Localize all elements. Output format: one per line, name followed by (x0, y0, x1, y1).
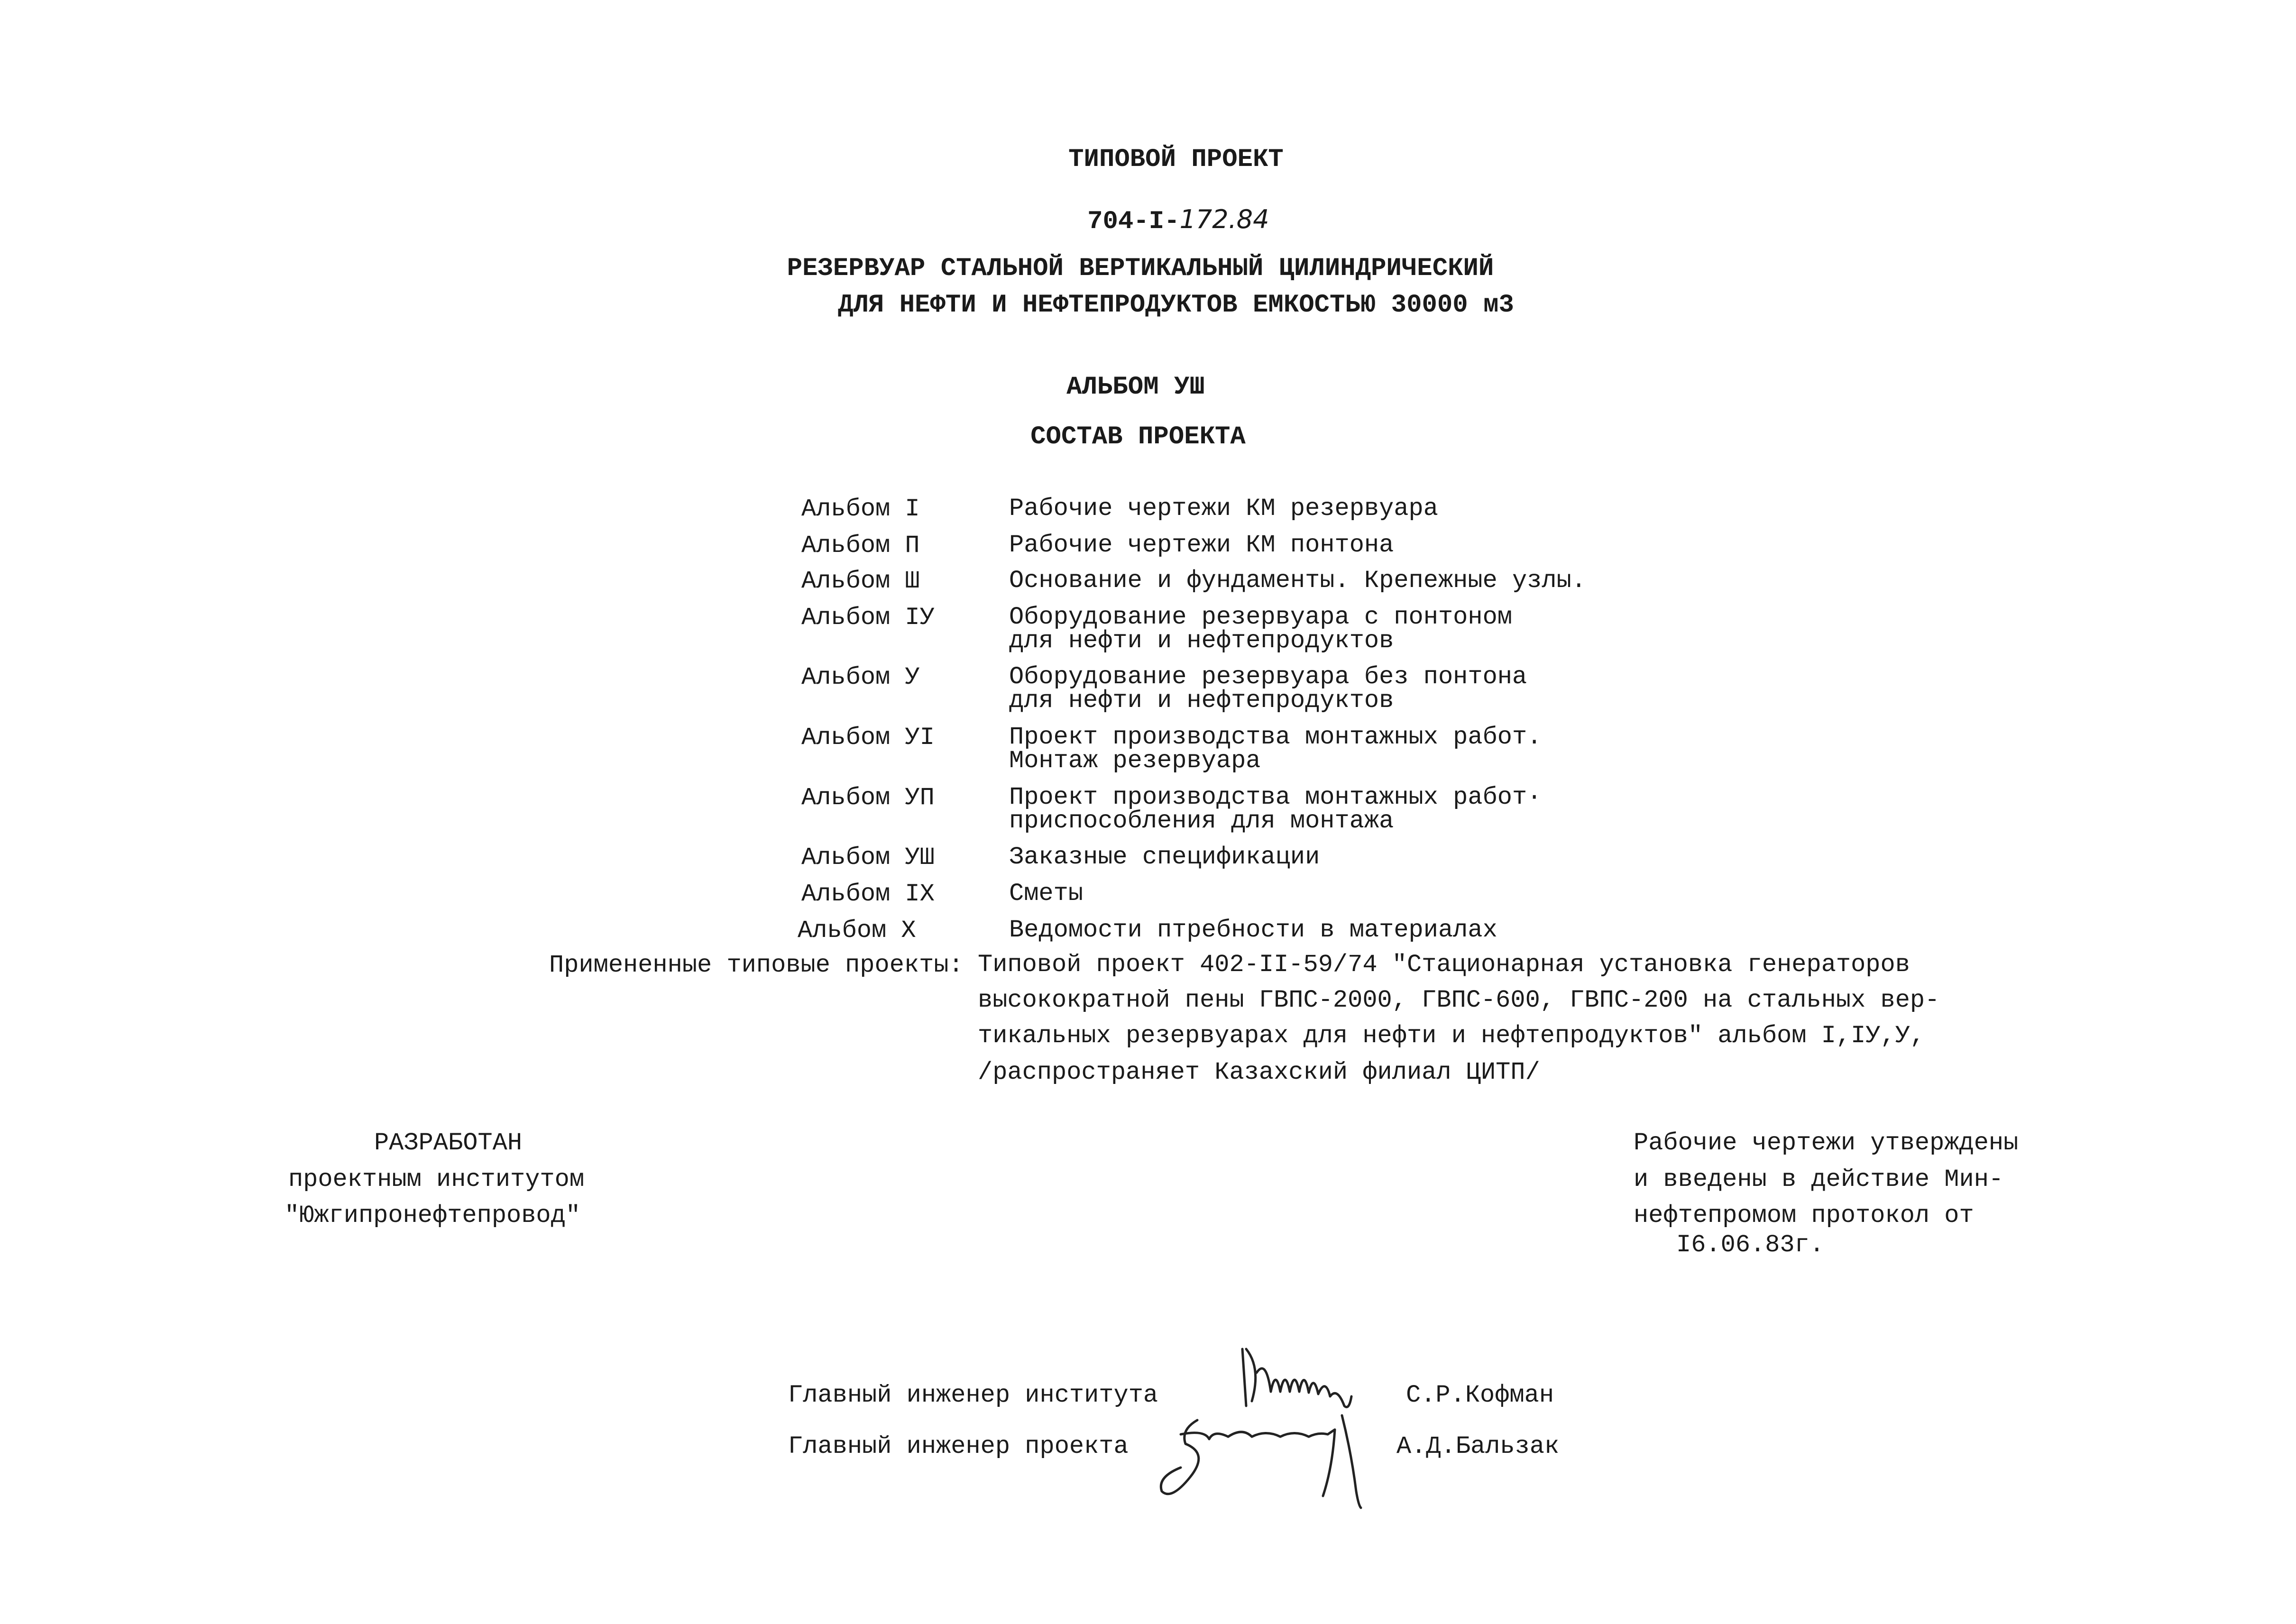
album-label: Альбом У (801, 663, 920, 691)
approval-line: и введены в действие Мин- (1634, 1165, 2004, 1193)
applied-projects-label: Примененные типовые проекты: (549, 951, 964, 979)
project-number-handwritten: 172.84 (1179, 204, 1269, 234)
handwritten-signature-1 (1233, 1340, 1375, 1415)
title-line-2: ДЛЯ НЕФТИ И НЕФТЕПРОДУКТОВ ЕМКОСТЬЮ 30000 м3 (838, 291, 1514, 320)
applied-projects-line: тикальных резервуарах для нефти и нефтепродуктов" альбом I,IУ,У, (978, 1022, 1925, 1050)
signature-role: Главный инженер проекта (788, 1432, 1129, 1460)
album-description-line: для нефти и нефтепродуктов (1009, 687, 1394, 715)
album-description-line: Проект производства монтажных работ· (1009, 783, 1542, 811)
project-number-printed: 704-I- (1087, 207, 1180, 236)
album-label: Альбом П (801, 532, 920, 560)
album-label: Альбом X (798, 917, 916, 945)
project-number (1026, 181, 1269, 260)
album-description-line: Рабочие чертежи КМ понтона (1009, 531, 1394, 559)
signatory-name: С.Р.Кофман (1406, 1381, 1554, 1409)
album-label: Альбом УШ (801, 844, 935, 872)
album-description-line: Оборудование резервуара с понтоном (1009, 603, 1512, 631)
signatory-name: А.Д.Бальзак (1396, 1432, 1560, 1460)
album-label: Альбом УП (801, 784, 935, 812)
album-label: Альбом IX (801, 880, 935, 908)
approval-line: нефтепромом протокол от (1634, 1202, 1974, 1229)
album-description-line: Основание и фундаменты. Крепежные узлы. (1009, 567, 1586, 595)
title-line-1: РЕЗЕРВУАР СТАЛЬНОЙ ВЕРТИКАЛЬНЫЙ ЦИЛИНДРИЧЕСКИЙ (787, 254, 1494, 283)
album-heading: АЛЬБОМ УШ (1066, 373, 1205, 402)
developed-by-line: проектным институтом (288, 1165, 585, 1193)
signature-role: Главный инженер института (788, 1381, 1158, 1409)
section-title: СОСТАВ ПРОЕКТА (1030, 422, 1246, 451)
applied-projects-line: высокократной пены ГВПС-2000, ГВПС-600, ГВПС-200 на стальных вер- (978, 986, 1940, 1014)
album-description-line: приспособления для монтажа (1009, 807, 1394, 835)
album-label: Альбом Ш (801, 567, 920, 595)
album-description-line: для нефти и нефтепродуктов (1009, 627, 1394, 655)
album-description-line: Сметы (1009, 880, 1084, 908)
developed-by-heading: РАЗРАБОТАН (374, 1129, 523, 1157)
project-type-heading: ТИПОВОЙ ПРОЕКТ (1068, 145, 1284, 174)
applied-projects-line: /распространяет Казахский филиал ЦИТП/ (978, 1058, 1540, 1086)
album-label: Альбом УI (801, 724, 935, 752)
approval-line: Рабочие чертежи утверждены (1634, 1129, 2019, 1157)
album-description-line: Оборудование резервуара без понтона (1009, 663, 1527, 691)
approval-date: I6.06.83г. (1676, 1231, 1825, 1259)
album-description-line: Проект производства монтажных работ. (1009, 723, 1542, 751)
applied-projects-line: Типовой проект 402-II-59/74 "Стационарная установка генераторов (978, 951, 1910, 979)
album-label: Альбом I (801, 495, 920, 523)
handwritten-signature-2 (1152, 1411, 1370, 1510)
album-description-line: Ведомости птребности в материалах (1009, 916, 1497, 944)
album-description-line: Заказные спецификации (1009, 843, 1320, 871)
album-description-line: Монтаж резервуара (1009, 747, 1261, 775)
album-label: Альбом IУ (801, 604, 935, 632)
album-description-line: Рабочие чертежи КМ резервуара (1009, 495, 1438, 523)
developed-by-institute: "Южгипронефтепровод" (284, 1202, 581, 1229)
